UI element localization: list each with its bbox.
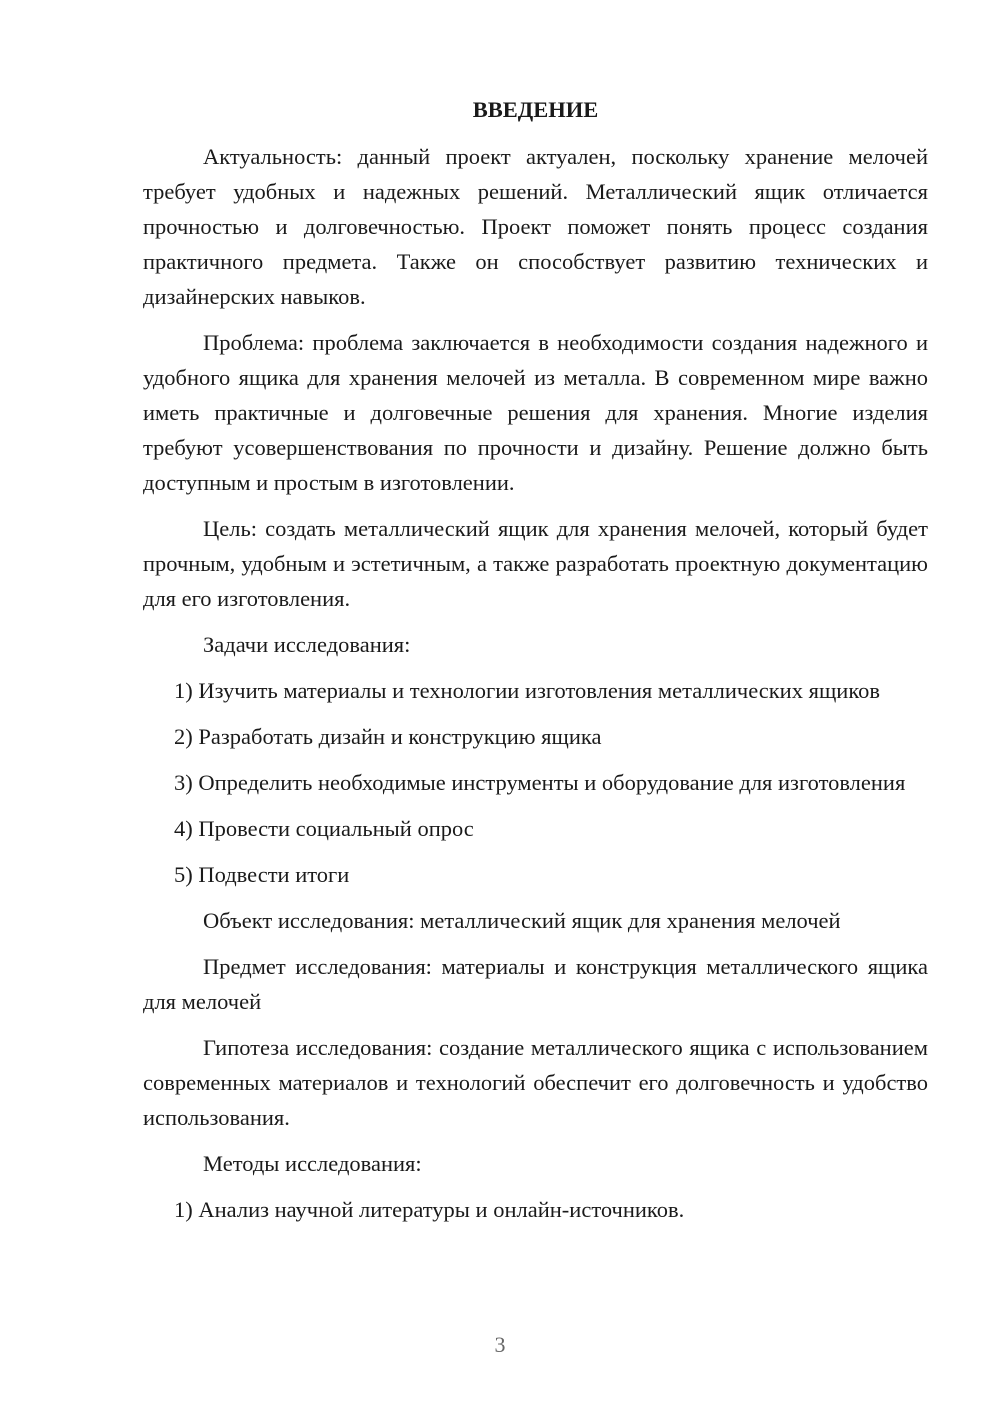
methods-heading: Методы исследования:: [203, 1151, 422, 1176]
task-item-1: 1) Изучить материалы и технологии изготовления металлических ящиков: [174, 678, 880, 703]
task-item-4: 4) Провести социальный опрос: [174, 816, 474, 841]
subject-paragraph: Предмет исследования: материалы и конструкция металлического ящика для мелочей: [143, 954, 928, 1014]
task-item-2: 2) Разработать дизайн и конструкцию ящика: [174, 724, 602, 749]
problem-paragraph: Проблема: проблема заключается в необходимости создания надежного и удобного ящика для хранения мелочей из металла. В современном мире важно иметь практичные и долговечные решения для хранения. Многие изделия требуют усовершенствования по прочности и дизайну. Решение должно быть доступным и простым в изготовлении.: [143, 330, 928, 495]
document-page: [143, 90, 928, 1238]
task-item-3: 3) Определить необходимые инструменты и оборудование для изготовления: [174, 770, 906, 795]
section-title: ВВЕДЕНИЕ: [472, 97, 599, 122]
method-item-1: 1) Анализ научной литературы и онлайн-источников.: [174, 1197, 685, 1222]
goal-paragraph: Цель: создать металлический ящик для хранения мелочей, который будет прочным, удобным и эстетичным, а также разработать проектную документацию для его изготовления.: [143, 516, 928, 611]
page-number: 3: [494, 1332, 506, 1357]
object-paragraph: Объект исследования: металлический ящик для хранения мелочей: [203, 908, 841, 933]
hypothesis-paragraph: Гипотеза исследования: создание металлического ящика с использованием современных материалов и технологий обеспечит его долговечность и удобство использования.: [143, 1035, 928, 1130]
tasks-heading: Задачи исследования:: [203, 632, 411, 657]
relevance-paragraph: Актуальность: данный проект актуален, поскольку хранение мелочей требует удобных и надежных решений. Металлический ящик отличается прочностью и долговечностью. Проект поможет понять процесс создания практичного предмета. Также он способствует развитию технических и дизайнерских навыков.: [143, 144, 928, 309]
task-item-5: 5) Подвести итоги: [174, 862, 350, 887]
